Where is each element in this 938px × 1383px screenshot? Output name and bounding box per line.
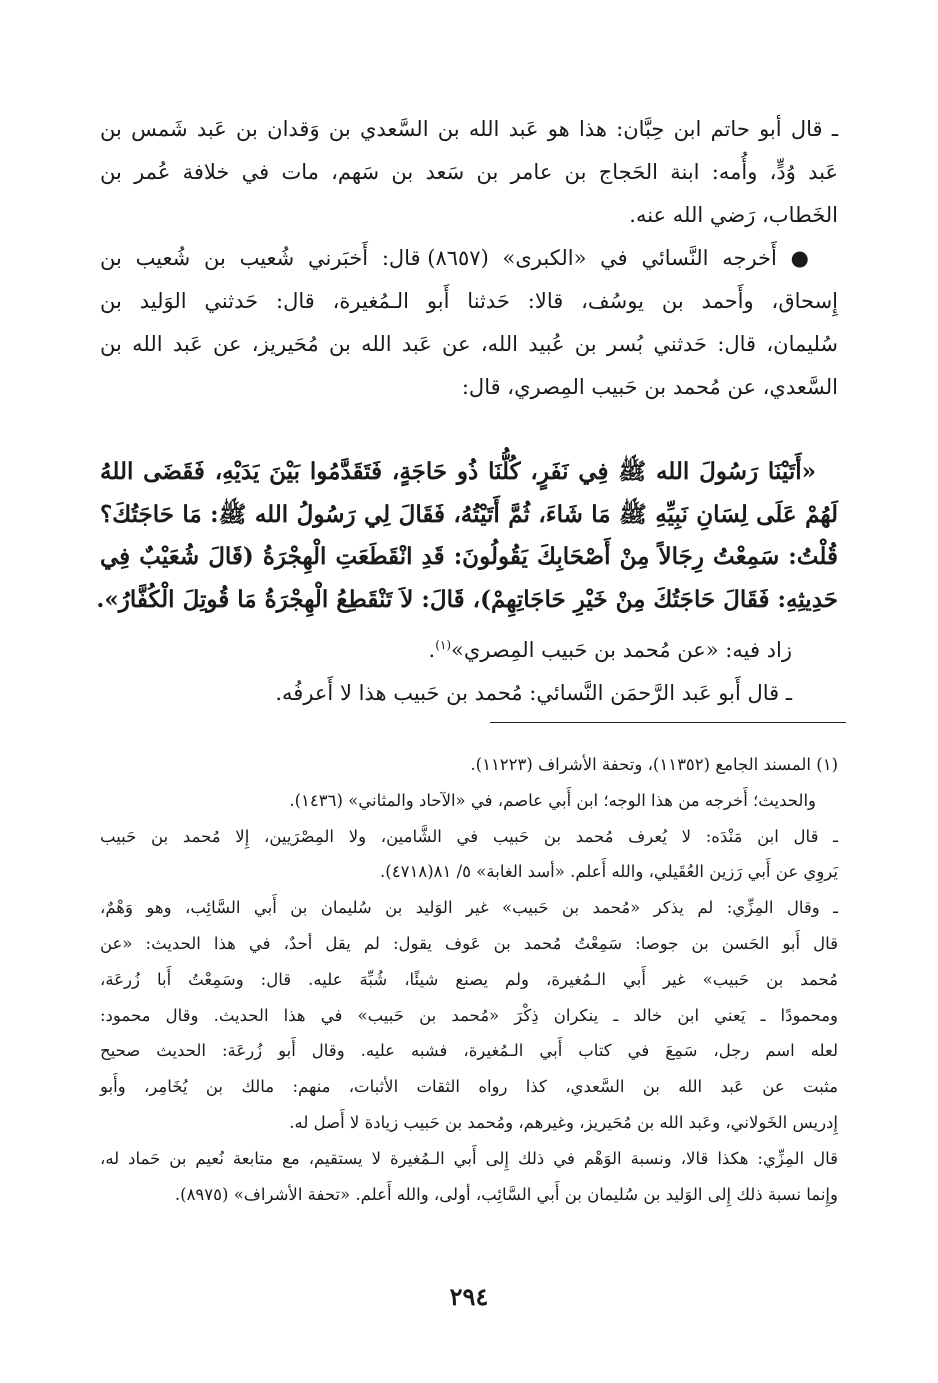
footnote-line: وإِنما نسبة ذلك إِلى الوَليد بن سُليمان بن أَبي السَّائِب، أولى، والله أَعلم. «تحفة الأشراف» (٨٩٧٥).	[174, 1184, 838, 1204]
footnote-line: ومحمودًا ـ يَعني ابن خالد ـ ينكران ذِكْرَ «مُحمد بن حَبيب» في هذا الحديث. وقال محمود:	[100, 1005, 838, 1025]
main-text-tail	[100, 624, 838, 715]
footnote-line: ـ وقال المِزِّي: لم يذكر «مُحمد بن حَبيب» غير الوَليد بن سُليمان بن أَبي السَّائِب، وهو وَهْمٌ،	[100, 898, 838, 918]
text-line: الخَطاب، رَضي الله عنه.	[629, 203, 838, 227]
footnote-line: مثبت عن عَبد الله بن السَّعدي، كذا رواه الثقات الأثبات، منهم: مالك بن يُخَامِر، وأَبو	[100, 1077, 838, 1097]
footnote-line: مُحمد بن حَبيب» غير أَبي الـمُغيرة، ولم يصنع شيئًا، شُبِّهَ عليه. قال: وسَمِعْتُ أَبا زُرعَة،	[100, 969, 838, 989]
text-line: ● أَخرجه النَّسائي في «الكبرى» (٨٦٥٧) قال: أَخبَرني شُعيب بن شُعيب بن	[100, 246, 817, 270]
added-text: زاد فيه: «عن مُحمد بن حَبيب المِصري»	[451, 638, 792, 662]
footnote-line: قال المِزِّي: هكذا قالا، ونسبة الوَهْم في ذلك إِلى أَبي الـمُغيرة لا يستقيم، مع متابعة نُعيم بن حَماد له،	[100, 1148, 838, 1168]
footnotes	[100, 747, 838, 1212]
footnote-line: (١) المسند الجامع (١١٣٥٢)، وتحفة الأشراف (١١٢٢٣).	[470, 755, 838, 774]
added-end: .	[428, 638, 436, 662]
quote-line: حَدِيثِهِ: فَقَالَ حَاجَتُكَ مِنْ خَيْرِ حَاجَاتِهِمْ)، قَالَ: لاَ تَنْقَطِعُ الْهِجْرَةُ مَا قُوتِلَ الْكُفَّارُ».	[96, 585, 838, 613]
footnote-line: قال أَبو الحَسن بن جوصا: سَمِعْتُ مُحمد بن عَوف يقول: لم يقل أحدٌ، في هذا الحديث: «عن	[100, 933, 838, 953]
footnote-line: لعله اسم رجل، سَمِعَ في كتاب أَبي الـمُغيرة، فشبه عليه. وقال أَبو زُرعَة: الحديث صحيح	[100, 1041, 838, 1061]
footnote-line: يَروِي عن أَبي رَزين العُقَيلي، والله أَعلم. «أسد الغابة» ٥/ ٨١(٤٧١٨).	[380, 862, 838, 882]
quote-line: لَهُمْ عَلَى لِسَانِ نَبِيِّهِ ﷺ مَا شَاءَ، ثُمَّ أَتَيْتُهُ، فَقَالَ لِي رَسُولُ الله ﷺ: مَا حَاجَتُكَ؟	[100, 500, 838, 528]
main-text	[100, 108, 838, 409]
quote-line: «أَتَيْنَا رَسُولَ الله ﷺ فِي نَفَرٍ، كُلُّنَا ذُو حَاجَةٍ، فَتَقَدَّمُوا بَيْنَ يَدَيْهِ، فَقَضَى اللهُ	[100, 458, 816, 485]
quote-line: قُلْتُ: سَمِعْتُ رِجَالاً مِنْ أَصْحَابِكَ يَقُولُونَ: قَدِ انْقَطَعَتِ الْهِجْرَةُ (قَالَ شُعَيْبٌ فِي	[100, 543, 838, 570]
footnote-line: والحديث؛ أَخرجه من هذا الوجه؛ ابن أَبي عاصم، في «الآحاد والمثاني» (١٤٣٦).	[289, 790, 816, 810]
hadith-quote	[96, 451, 838, 621]
text-line: عَبد وُدٍّ، وأُمه: ابنة الحَجاج بن عامر بن سَعد بن سَهم، مات في خلافة عُمر بن	[100, 160, 838, 184]
footnote-separator	[490, 722, 846, 723]
footnote-line: ـ قال ابن مَنْدَه: لا يُعرف مُحمد بن حَبيب في الشَّامين، ولا المِصْرَيين، إِلا مُحمد بن حَبيب	[100, 826, 838, 846]
text-line: السَّعدي، عن مُحمد بن حَبيب المِصري، قال:	[461, 375, 838, 399]
footnote-ref[interactable]: (١)	[435, 638, 452, 652]
footnote-line: إِدريس الخَولاني، وعَبد الله بن مُحَيريز، وغيرهم، ومُحمد بن حَبيب زيادة لا أَصل له.	[289, 1112, 838, 1132]
text-line: ـ قال أبو حاتم ابن حِبَّان: هذا هو عَبد الله بن السَّعدي بن وَقدان بن عَبد شَمس بن	[100, 117, 838, 141]
page-number: ٢٩٤	[449, 1282, 489, 1311]
added-line	[100, 624, 838, 672]
text-line: سُليمان، قال: حَدثني بُسر بن عُبيد الله، عن عَبد الله بن مُحَيريز، عن عَبد الله بن	[100, 332, 838, 356]
text-line: إِسحاق، وأَحمد بن يوسُف، قالا: حَدثنا أَبو الـمُغيرة، قال: حَدثني الوَليد بن	[100, 289, 838, 313]
nasai-comment: ـ قال أَبو عَبد الرَّحمَن النَّسائي: مُحمد بن حَبيب هذا لا أَعرفُه.	[275, 681, 792, 705]
